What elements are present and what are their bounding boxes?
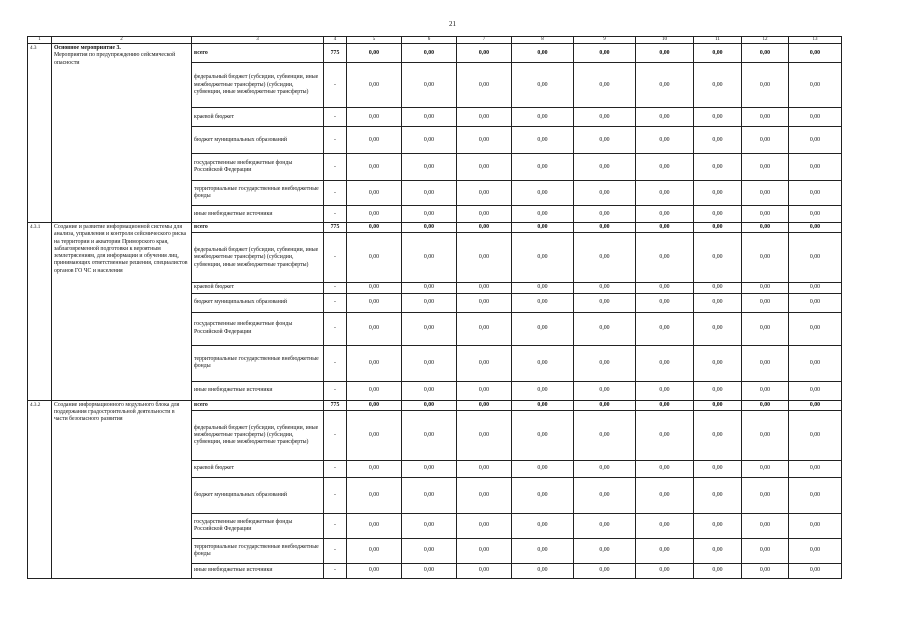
grbs-code: 775 [324, 223, 347, 233]
item-description: Создание информационного модульного блока для поддержания градостроительной деятельности в части безопасного развития [54, 401, 180, 423]
grbs-code: 775 [324, 400, 347, 410]
amount-cell: 0,00 [694, 293, 742, 312]
amount-cell: 0,00 [512, 513, 574, 538]
funding-source: территориальные государственные внебюджетные фонды [192, 181, 324, 206]
amount-cell: 0,00 [574, 460, 636, 477]
amount-cell: 0,00 [636, 410, 694, 460]
amount-cell: 0,00 [457, 460, 512, 477]
grbs-code: - [324, 538, 347, 563]
amount-cell: 0,00 [457, 381, 512, 400]
page-number: 21 [449, 20, 456, 28]
amount-cell: 0,00 [347, 345, 402, 381]
amount-cell: 0,00 [512, 63, 574, 108]
amount-cell: 0,00 [636, 460, 694, 477]
column-number: 8 [512, 37, 574, 44]
amount-cell: 0,00 [789, 206, 842, 223]
amount-cell: 0,00 [742, 538, 789, 563]
funding-source: государственные внебюджетные фонды Российской Федерации [192, 312, 324, 345]
amount-cell: 0,00 [636, 293, 694, 312]
amount-cell: 0,00 [574, 108, 636, 127]
column-number: 1 [28, 37, 52, 44]
amount-cell: 0,00 [457, 477, 512, 513]
amount-cell: 0,00 [402, 410, 457, 460]
funding-source: федеральный бюджет (субсидии, субвенции, иные межбюджетные трансферты) (субсидии, субвенции, иные межбюджетные трансферты) [192, 233, 324, 283]
amount-cell: 0,00 [402, 108, 457, 127]
amount-cell: 0,00 [742, 381, 789, 400]
amount-cell: 0,00 [402, 223, 457, 233]
amount-cell: 0,00 [402, 283, 457, 293]
amount-cell: 0,00 [742, 127, 789, 154]
amount-cell: 0,00 [742, 293, 789, 312]
amount-cell: 0,00 [402, 538, 457, 563]
amount-cell: 0,00 [636, 345, 694, 381]
amount-cell: 0,00 [512, 460, 574, 477]
amount-cell: 0,00 [512, 233, 574, 283]
amount-cell: 0,00 [457, 400, 512, 410]
grbs-code: - [324, 460, 347, 477]
grbs-code: - [324, 181, 347, 206]
amount-cell: 0,00 [694, 283, 742, 293]
amount-cell: 0,00 [512, 312, 574, 345]
amount-cell: 0,00 [694, 400, 742, 410]
amount-cell: 0,00 [457, 345, 512, 381]
funding-source: бюджет муниципальных образований [192, 293, 324, 312]
grbs-code: 775 [324, 44, 347, 63]
amount-cell: 0,00 [694, 477, 742, 513]
funding-source: иные внебюджетные источники [192, 206, 324, 223]
amount-cell: 0,00 [347, 410, 402, 460]
amount-cell: 0,00 [347, 381, 402, 400]
amount-cell: 0,00 [789, 283, 842, 293]
amount-cell: 0,00 [347, 44, 402, 63]
amount-cell: 0,00 [636, 108, 694, 127]
item-description: Мероприятия по предупреждению сейсмической опасности [54, 52, 176, 66]
amount-cell: 0,00 [457, 283, 512, 293]
table-row [28, 44, 842, 63]
amount-cell: 0,00 [512, 538, 574, 563]
amount-cell: 0,00 [694, 108, 742, 127]
amount-cell: 0,00 [636, 181, 694, 206]
amount-cell: 0,00 [402, 381, 457, 400]
grbs-code: - [324, 477, 347, 513]
amount-cell: 0,00 [574, 206, 636, 223]
amount-cell: 0,00 [574, 154, 636, 181]
amount-cell: 0,00 [347, 538, 402, 563]
amount-cell: 0,00 [347, 400, 402, 410]
amount-cell: 0,00 [636, 513, 694, 538]
amount-cell: 0,00 [636, 127, 694, 154]
amount-cell: 0,00 [694, 63, 742, 108]
funding-source: всего [192, 400, 324, 410]
amount-cell: 0,00 [347, 223, 402, 233]
amount-cell: 0,00 [457, 223, 512, 233]
amount-cell: 0,00 [347, 513, 402, 538]
amount-cell: 0,00 [512, 410, 574, 460]
amount-cell: 0,00 [636, 312, 694, 345]
amount-cell: 0,00 [512, 223, 574, 233]
amount-cell: 0,00 [636, 477, 694, 513]
amount-cell: 0,00 [457, 233, 512, 283]
amount-cell: 0,00 [574, 477, 636, 513]
amount-cell: 0,00 [457, 127, 512, 154]
amount-cell: 0,00 [347, 283, 402, 293]
amount-cell: 0,00 [694, 460, 742, 477]
amount-cell: 0,00 [347, 477, 402, 513]
amount-cell: 0,00 [402, 312, 457, 345]
amount-cell: 0,00 [402, 345, 457, 381]
amount-cell: 0,00 [402, 154, 457, 181]
amount-cell: 0,00 [789, 477, 842, 513]
funding-source: краевой бюджет [192, 460, 324, 477]
funding-source: бюджет муниципальных образований [192, 127, 324, 154]
amount-cell: 0,00 [789, 127, 842, 154]
amount-cell: 0,00 [574, 283, 636, 293]
amount-cell: 0,00 [694, 44, 742, 63]
amount-cell: 0,00 [574, 345, 636, 381]
grbs-code: - [324, 381, 347, 400]
grbs-code: - [324, 312, 347, 345]
amount-cell: 0,00 [512, 477, 574, 513]
funding-source: государственные внебюджетные фонды Российской Федерации [192, 513, 324, 538]
amount-cell: 0,00 [402, 513, 457, 538]
amount-cell: 0,00 [457, 44, 512, 63]
amount-cell: 0,00 [789, 400, 842, 410]
amount-cell: 0,00 [636, 154, 694, 181]
amount-cell: 0,00 [457, 181, 512, 206]
amount-cell: 0,00 [457, 513, 512, 538]
amount-cell: 0,00 [789, 538, 842, 563]
amount-cell: 0,00 [347, 154, 402, 181]
amount-cell: 0,00 [789, 181, 842, 206]
column-number: 2 [52, 37, 192, 44]
amount-cell: 0,00 [402, 63, 457, 108]
item-description-cell [52, 44, 192, 223]
grbs-code: - [324, 293, 347, 312]
amount-cell: 0,00 [574, 513, 636, 538]
table-row [28, 223, 842, 233]
amount-cell: 0,00 [402, 460, 457, 477]
column-number: 5 [347, 37, 402, 44]
funding-source: федеральный бюджет (субсидии, субвенции, иные межбюджетные трансферты) (субсидии, субвенции, иные межбюджетные трансферты) [192, 63, 324, 108]
amount-cell: 0,00 [457, 108, 512, 127]
funding-source: всего [192, 223, 324, 233]
grbs-code: - [324, 63, 347, 108]
amount-cell: 0,00 [402, 400, 457, 410]
amount-cell: 0,00 [742, 44, 789, 63]
amount-cell: 0,00 [574, 223, 636, 233]
amount-cell: 0,00 [402, 293, 457, 312]
amount-cell: 0,00 [694, 513, 742, 538]
amount-cell: 0,00 [694, 127, 742, 154]
amount-cell: 0,00 [574, 233, 636, 283]
amount-cell: 0,00 [636, 381, 694, 400]
grbs-code: - [324, 345, 347, 381]
amount-cell: 0,00 [574, 181, 636, 206]
amount-cell: 0,00 [789, 154, 842, 181]
amount-cell: 0,00 [347, 293, 402, 312]
amount-cell: 0,00 [574, 410, 636, 460]
amount-cell: 0,00 [347, 233, 402, 283]
amount-cell: 0,00 [694, 312, 742, 345]
amount-cell: 0,00 [694, 181, 742, 206]
item-title: Основное мероприятие 3. [54, 45, 121, 52]
amount-cell: 0,00 [636, 206, 694, 223]
table-row [28, 400, 842, 410]
amount-cell: 0,00 [694, 563, 742, 578]
item-description: Создание и развитие информационной системы для анализа, управления и контроля сейсмического риска на территории и акватории Приморского края, заблаговременной подготовки к вероятным землетрясениям, для информации и обучения лиц, принимающих ответственные решения, специалистов органов ГО ЧС и населения [54, 224, 188, 274]
amount-cell: 0,00 [742, 477, 789, 513]
amount-cell: 0,00 [512, 108, 574, 127]
amount-cell: 0,00 [742, 108, 789, 127]
amount-cell: 0,00 [512, 206, 574, 223]
grbs-code: - [324, 127, 347, 154]
amount-cell: 0,00 [742, 154, 789, 181]
amount-cell: 0,00 [636, 63, 694, 108]
amount-cell: 0,00 [574, 312, 636, 345]
funding-source: краевой бюджет [192, 108, 324, 127]
amount-cell: 0,00 [742, 223, 789, 233]
amount-cell: 0,00 [347, 312, 402, 345]
amount-cell: 0,00 [402, 233, 457, 283]
amount-cell: 0,00 [636, 563, 694, 578]
item-number: 4.3 [28, 44, 52, 223]
grbs-code: - [324, 410, 347, 460]
item-number: 4.3.1 [28, 223, 52, 400]
financing-table [27, 36, 842, 579]
item-description-cell [52, 400, 192, 578]
funding-source: государственные внебюджетные фонды Российской Федерации [192, 154, 324, 181]
amount-cell: 0,00 [347, 63, 402, 108]
amount-cell: 0,00 [742, 283, 789, 293]
amount-cell: 0,00 [347, 206, 402, 223]
amount-cell: 0,00 [789, 108, 842, 127]
amount-cell: 0,00 [742, 563, 789, 578]
amount-cell: 0,00 [574, 563, 636, 578]
amount-cell: 0,00 [512, 381, 574, 400]
amount-cell: 0,00 [742, 460, 789, 477]
amount-cell: 0,00 [457, 563, 512, 578]
amount-cell: 0,00 [789, 223, 842, 233]
amount-cell: 0,00 [512, 44, 574, 63]
amount-cell: 0,00 [347, 563, 402, 578]
amount-cell: 0,00 [512, 127, 574, 154]
funding-source: иные внебюджетные источники [192, 381, 324, 400]
column-number: 9 [574, 37, 636, 44]
amount-cell: 0,00 [574, 538, 636, 563]
amount-cell: 0,00 [457, 154, 512, 181]
amount-cell: 0,00 [457, 538, 512, 563]
amount-cell: 0,00 [742, 63, 789, 108]
funding-source: федеральный бюджет (субсидии, субвенции, иные межбюджетные трансферты) (субсидии, субвенции, иные межбюджетные трансферты) [192, 410, 324, 460]
funding-source: территориальные государственные внебюджетные фонды [192, 538, 324, 563]
amount-cell: 0,00 [402, 127, 457, 154]
funding-source: всего [192, 44, 324, 63]
amount-cell: 0,00 [512, 563, 574, 578]
amount-cell: 0,00 [574, 293, 636, 312]
amount-cell: 0,00 [457, 312, 512, 345]
amount-cell: 0,00 [742, 233, 789, 283]
amount-cell: 0,00 [636, 400, 694, 410]
funding-source: краевой бюджет [192, 283, 324, 293]
amount-cell: 0,00 [742, 345, 789, 381]
amount-cell: 0,00 [512, 283, 574, 293]
amount-cell: 0,00 [789, 44, 842, 63]
amount-cell: 0,00 [347, 108, 402, 127]
amount-cell: 0,00 [789, 293, 842, 312]
amount-cell: 0,00 [694, 233, 742, 283]
amount-cell: 0,00 [742, 410, 789, 460]
amount-cell: 0,00 [742, 400, 789, 410]
amount-cell: 0,00 [512, 154, 574, 181]
amount-cell: 0,00 [636, 44, 694, 63]
amount-cell: 0,00 [457, 206, 512, 223]
amount-cell: 0,00 [694, 223, 742, 233]
grbs-code: - [324, 283, 347, 293]
column-number: 12 [742, 37, 789, 44]
funding-source: территориальные государственные внебюджетные фонды [192, 345, 324, 381]
amount-cell: 0,00 [574, 44, 636, 63]
funding-source: бюджет муниципальных образований [192, 477, 324, 513]
amount-cell: 0,00 [636, 538, 694, 563]
column-number-row [28, 37, 842, 44]
amount-cell: 0,00 [694, 206, 742, 223]
amount-cell: 0,00 [789, 563, 842, 578]
column-number: 3 [192, 37, 324, 44]
amount-cell: 0,00 [742, 312, 789, 345]
amount-cell: 0,00 [694, 154, 742, 181]
column-number: 7 [457, 37, 512, 44]
amount-cell: 0,00 [742, 206, 789, 223]
grbs-code: - [324, 206, 347, 223]
amount-cell: 0,00 [402, 477, 457, 513]
column-number: 4 [324, 37, 347, 44]
amount-cell: 0,00 [402, 44, 457, 63]
amount-cell: 0,00 [789, 513, 842, 538]
column-number: 11 [694, 37, 742, 44]
amount-cell: 0,00 [574, 63, 636, 108]
amount-cell: 0,00 [347, 127, 402, 154]
funding-source: иные внебюджетные источники [192, 563, 324, 578]
amount-cell: 0,00 [402, 563, 457, 578]
amount-cell: 0,00 [636, 223, 694, 233]
column-number: 6 [402, 37, 457, 44]
amount-cell: 0,00 [457, 63, 512, 108]
amount-cell: 0,00 [742, 181, 789, 206]
amount-cell: 0,00 [789, 460, 842, 477]
amount-cell: 0,00 [402, 206, 457, 223]
amount-cell: 0,00 [457, 410, 512, 460]
grbs-code: - [324, 563, 347, 578]
amount-cell: 0,00 [457, 293, 512, 312]
column-number: 13 [789, 37, 842, 44]
amount-cell: 0,00 [512, 400, 574, 410]
amount-cell: 0,00 [636, 233, 694, 283]
amount-cell: 0,00 [789, 233, 842, 283]
amount-cell: 0,00 [512, 181, 574, 206]
amount-cell: 0,00 [402, 181, 457, 206]
column-number: 10 [636, 37, 694, 44]
amount-cell: 0,00 [742, 513, 789, 538]
amount-cell: 0,00 [574, 400, 636, 410]
amount-cell: 0,00 [347, 460, 402, 477]
amount-cell: 0,00 [694, 538, 742, 563]
amount-cell: 0,00 [574, 127, 636, 154]
amount-cell: 0,00 [512, 293, 574, 312]
amount-cell: 0,00 [789, 63, 842, 108]
amount-cell: 0,00 [636, 283, 694, 293]
amount-cell: 0,00 [789, 410, 842, 460]
item-number: 4.3.2 [28, 400, 52, 578]
amount-cell: 0,00 [789, 312, 842, 345]
amount-cell: 0,00 [789, 381, 842, 400]
amount-cell: 0,00 [574, 381, 636, 400]
grbs-code: - [324, 108, 347, 127]
amount-cell: 0,00 [512, 345, 574, 381]
item-description-cell [52, 223, 192, 400]
amount-cell: 0,00 [694, 345, 742, 381]
amount-cell: 0,00 [694, 381, 742, 400]
amount-cell: 0,00 [789, 345, 842, 381]
grbs-code: - [324, 233, 347, 283]
grbs-code: - [324, 154, 347, 181]
grbs-code: - [324, 513, 347, 538]
amount-cell: 0,00 [694, 410, 742, 460]
amount-cell: 0,00 [347, 181, 402, 206]
